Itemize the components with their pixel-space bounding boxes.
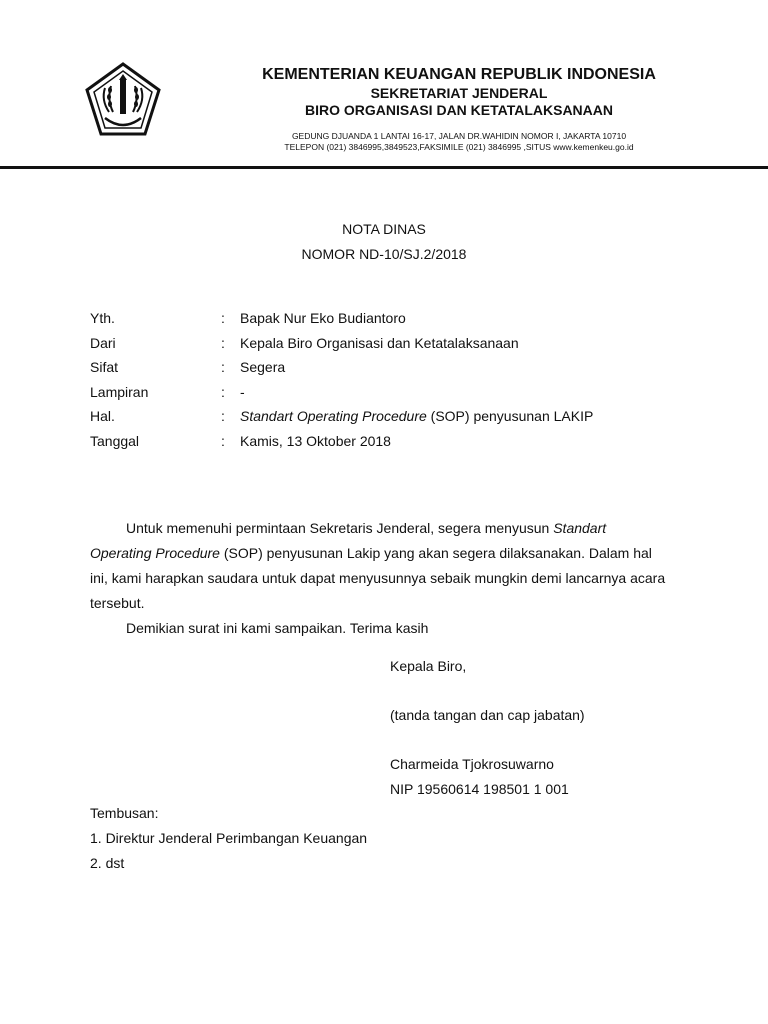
signature-placeholder: (tanda tangan dan cap jabatan)	[390, 707, 585, 723]
address-line: GEDUNG DJUANDA 1 LANTAI 16-17, JALAN DR.WAHIDIN NOMOR I, JAKARTA 10710	[291, 131, 627, 141]
field-value-rest: (SOP) penyusunan LAKIP	[426, 408, 594, 425]
signatory-position: Kepala Biro,	[390, 658, 467, 674]
field-value: Kamis, 13 Oktober 2018	[240, 432, 391, 449]
field-label: Sifat	[90, 359, 119, 376]
body-text-italic: Standart Operating Procedure	[90, 520, 607, 561]
bureau-name: BIRO ORGANISASI DAN KETATALAKSANAAN	[305, 102, 613, 118]
field-value: Bapak Nur Eko Budiantoro	[240, 310, 406, 326]
ministry-logo	[83, 60, 163, 140]
field-colon: :	[221, 432, 225, 449]
closing-paragraph: Demikian surat ini kami sampaikan. Terima kasih	[126, 620, 429, 636]
field-colon: :	[221, 359, 225, 376]
field-colon: :	[221, 383, 225, 400]
document-number: NOMOR ND-10/SJ.2/2018	[301, 246, 467, 262]
document-type: NOTA DINAS	[342, 221, 426, 237]
field-colon: :	[221, 310, 225, 326]
field-value: Segera	[240, 359, 286, 376]
field-label: Hal.	[90, 408, 115, 425]
contact-line: TELEPON (021) 3846995,3849523,FAKSIMILE (021) 3846995 ,SITUS www.kemenkeu.go.id	[284, 142, 634, 152]
field-value-italic: Standart Operating Procedure	[240, 408, 427, 425]
secretariat-name: SEKRETARIAT JENDERAL	[370, 85, 548, 101]
letterhead-divider	[0, 166, 768, 169]
cc-label: Tembusan:	[90, 805, 159, 821]
field-value: Kepala Biro Organisasi dan Ketatalaksanaan	[240, 334, 519, 351]
field-colon: :	[221, 408, 225, 425]
cc-item: 1. Direktur Jenderal Perimbangan Keuangan	[90, 830, 368, 846]
body-text: Untuk memenuhi permintaan Sekretaris Jenderal, segera menyusun	[126, 520, 554, 536]
field-label: Dari	[90, 334, 116, 351]
field-value	[240, 407, 593, 425]
memo-body	[90, 516, 670, 641]
signatory-nip: NIP 19560614 198501 1 001	[390, 781, 569, 797]
ministry-name: KEMENTERIAN KEUANGAN REPUBLIK INDONESIA	[262, 66, 656, 83]
field-label: Yth.	[90, 310, 115, 326]
carbon-copy-list	[90, 804, 367, 879]
field-value: -	[240, 383, 245, 400]
field-colon: :	[221, 334, 225, 351]
body-text: (SOP) penyusunan Lakip yang akan segera dilaksanakan. Dalam hal ini, kami harapkan saudara untuk dapat menyusunnya sebaik mungkin demi lancarnya acara tersebut.	[90, 545, 666, 611]
field-label: Lampiran	[90, 383, 149, 400]
cc-item: 2. dst	[90, 855, 125, 871]
body-paragraph	[90, 516, 670, 616]
letterhead	[160, 64, 758, 153]
field-label: Tanggal	[90, 432, 140, 449]
signatory-name: Charmeida Tjokrosuwarno	[390, 756, 554, 772]
